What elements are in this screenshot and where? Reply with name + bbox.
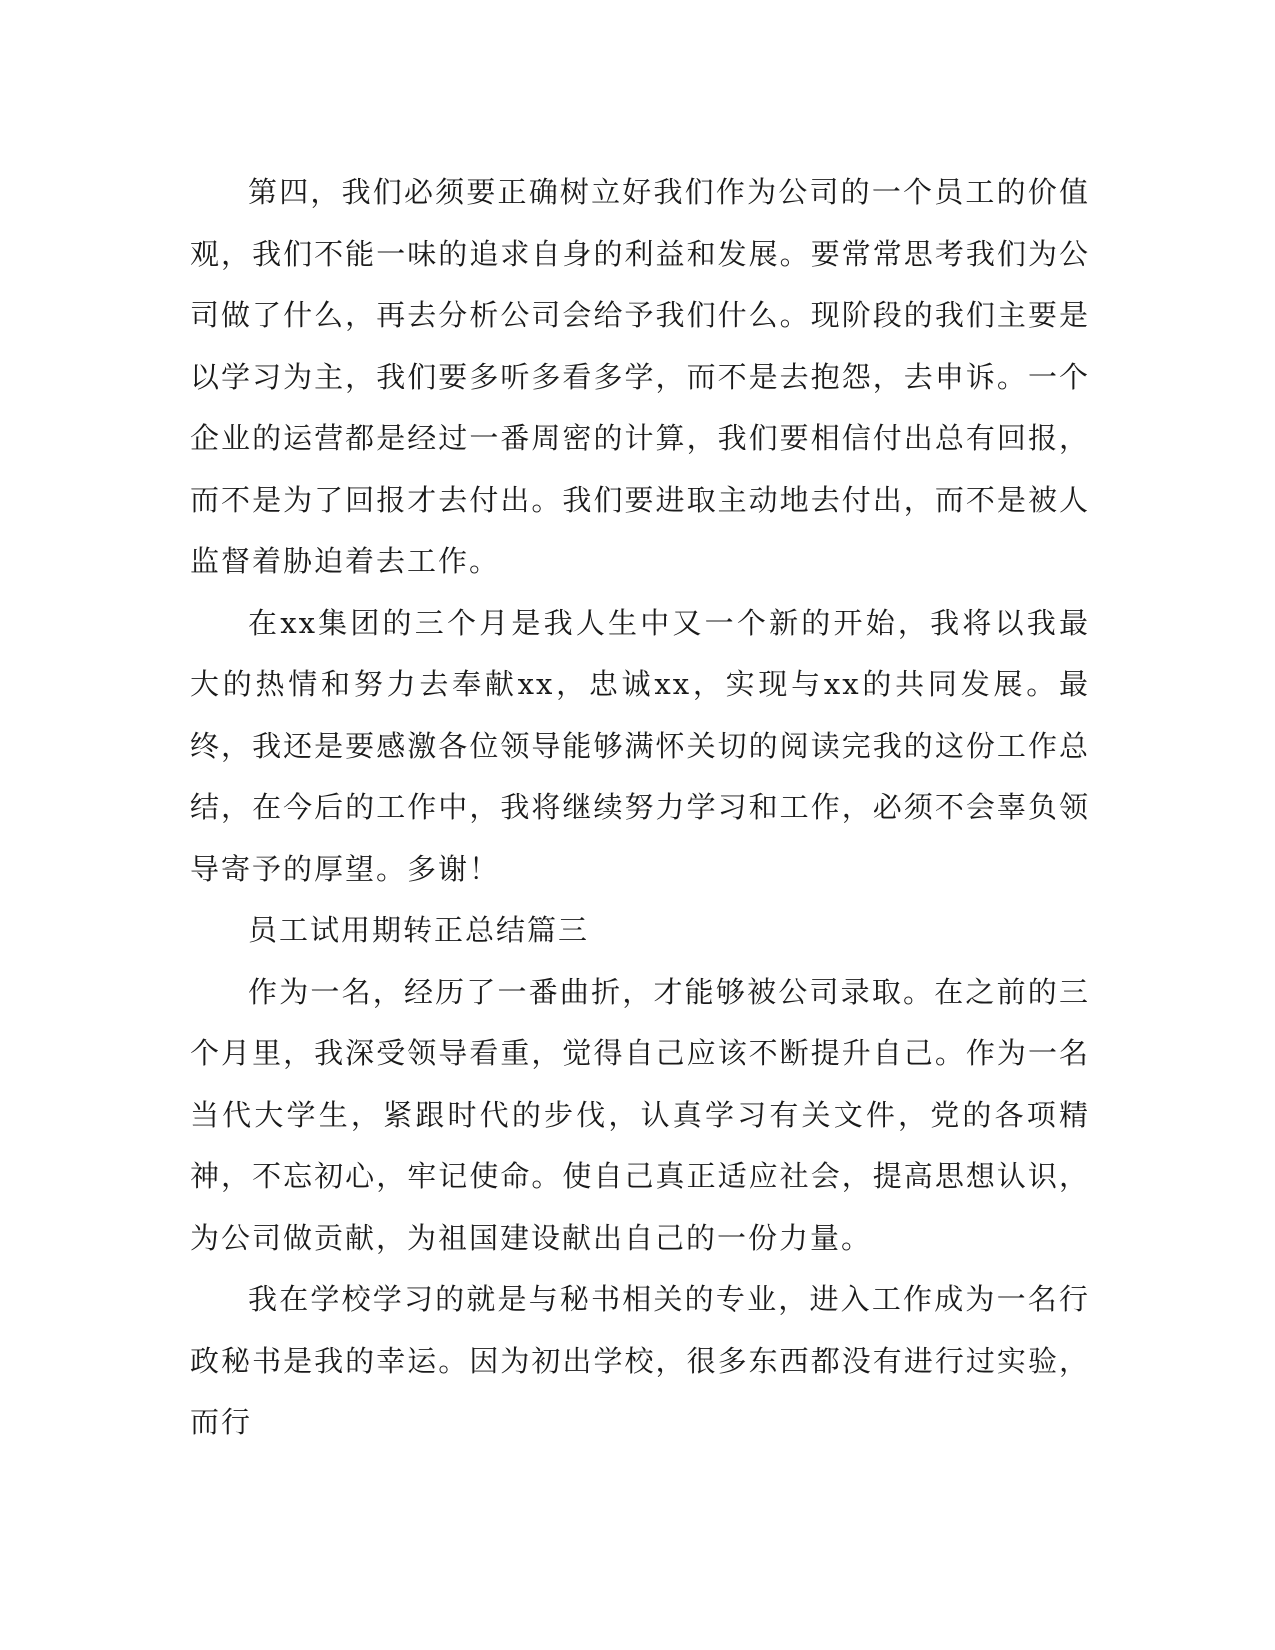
paragraph-conclusion: 在xx集团的三个月是我人生中又一个新的开始，我将以我最大的热情和努力去奉献xx，忠诚xx，实现与xx的共同发展。最终，我还是要感激各位领导能够满怀关切的阅读完我的这份工作总结，在今后的工作中，我将继续努力学习和工作，必须不会辜负领导寄予的厚望。多谢！ (190, 605, 1090, 886)
document-body (190, 162, 1090, 1454)
section-heading: 员工试用期转正总结篇三 (248, 913, 590, 947)
paragraph-intro: 作为一名，经历了一番曲折，才能够被公司录取。在之前的三个月里，我深受领导看重，觉得自己应该不断提升自己。作为一名当代大学生，紧跟时代的步伐，认真学习有关文件，党的各项精神，不忘初心，牢记使命。使自己真正适应社会，提高思想认识，为公司做贡献，为祖国建设献出自己的一份力量。 (190, 974, 1090, 1255)
paragraph-major: 我在学校学习的就是与秘书相关的专业，进入工作成为一名行政秘书是我的幸运。因为初出学校，很多东西都没有进行过实验，而行 (190, 1282, 1090, 1439)
paragraph-values: 第四，我们必须要正确树立好我们作为公司的一个员工的价值观，我们不能一味的追求自身的利益和发展。要常常思考我们为公司做了什么，再去分析公司会给予我们什么。现阶段的我们主要是以学习为主，我们要多听多看多学，而不是去抱怨，去申诉。一个企业的运营都是经过一番周密的计算，我们要相信付出总有回报，而不是为了回报才去付出。我们要进取主动地去付出，而不是被人监督着胁迫着去工作。 (190, 175, 1090, 578)
